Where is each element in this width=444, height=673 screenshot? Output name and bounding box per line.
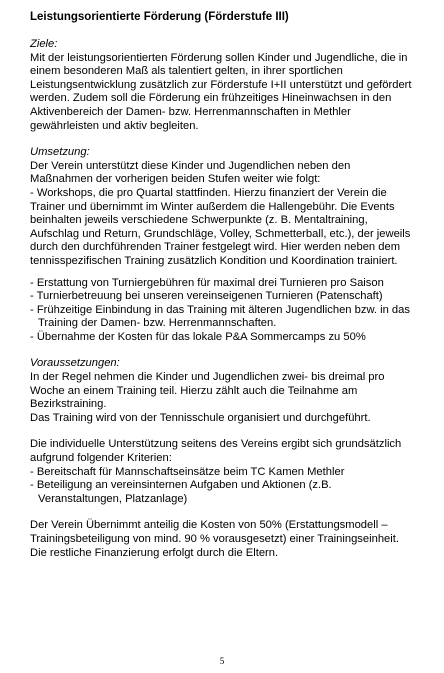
voraussetzungen-text-2: Das Training wird von der Tennisschule organisiert und durchgeführt. xyxy=(30,411,371,424)
costs-text: Der Verein Übernimmt anteilig die Kosten von 50% (Erstattungsmodell – Trainingsbeteiligung von mind. 90 % vorausgesetzt) einer Trainingseinheit. Die restliche Finanzierung erfolgt durch die Eltern. xyxy=(30,519,399,559)
umsetzung-workshop-item: - Workshops, die pro Quartal stattfinden. Hierzu finanziert der Verein die Trainer und übernimmt im Winter außerdem die Hallengebühr. Die Events beinhalten jeweils verschiedene Schwerpunkte (z. B. Mentaltraining, Aufschlag und Return, Grundschläge, Volley, Schmetterball, etc.), der jeweils durch den durchführenden Trainer festgelegt wird. Hier werden neben dem tennisspezifischen Training zusätzlich Kondition und Koordination trainiert. xyxy=(30,186,411,267)
page-number: 5 xyxy=(219,656,225,666)
umsetzung-intro: Der Verein unterstützt diese Kinder und Jugendlichen neben den Maßnahmen der vorherigen beiden Stufen weiter wie folgt: xyxy=(30,159,351,186)
list-item: - Erstattung von Turniergebühren für maximal drei Turnieren pro Saison xyxy=(30,276,384,289)
list-item: - Turnierbetreuung bei unseren vereinseigenen Turnieren (Patenschaft) xyxy=(30,290,383,303)
spacer xyxy=(30,269,414,277)
document-page xyxy=(30,10,414,573)
section-costs xyxy=(30,519,414,560)
section-umsetzung xyxy=(30,146,414,344)
criteria-list xyxy=(30,466,414,507)
section-criteria xyxy=(30,438,414,506)
section-ziele xyxy=(30,38,414,133)
list-item: - Frühzeitige Einbindung in das Training mit älteren Jugendlichen bzw. in das Training der Damen- bzw. Herrenmannschaften. xyxy=(30,303,410,330)
list-item: - Übernahme der Kosten für das lokale P&A Sommercamps zu 50% xyxy=(30,330,366,343)
section-heading-ziele: Ziele: xyxy=(30,38,58,50)
list-item: - Beteiligung an vereinsinternen Aufgaben und Aktionen (z.B. Veranstaltungen, Platzanlage) xyxy=(30,479,332,505)
page-title: Leistungsorientierte Förderung (Förderstufe III) xyxy=(30,11,289,23)
umsetzung-list xyxy=(30,277,414,345)
voraussetzungen-text-1: In der Regel nehmen die Kinder und Jugendlichen zwei- bis dreimal pro Woche an einem Training teil. Hierzu zählt auch die Teilnahme am Bezirkstraining. xyxy=(30,371,385,411)
criteria-intro: Die individuelle Unterstützung seitens des Vereins ergibt sich grundsätzlich aufgrund folgender Kriterien: xyxy=(30,438,402,465)
list-item: - Bereitschaft für Mannschaftseinsätze beim TC Kamen Methler xyxy=(30,465,345,478)
section-heading-umsetzung: Umsetzung: xyxy=(30,146,90,159)
section-voraussetzungen xyxy=(30,357,414,425)
section-heading-voraussetzungen: Voraussetzungen: xyxy=(30,357,120,370)
ziele-text: Mit der leistungsorientierten Förderung sollen Kinder und Jugendliche, die in einem besonderen Maß als talentiert gelten, in ihrer sportlichen Leistungsentwicklung zusätzlich zur Förderstufe I+II unterstützt und gefördert werden. Zudem soll die Förderung ein frühzeitiges Hineinwachsen in den Aktivenbereich der Damen- bzw. Herrenmannschaften in Methler gewährleisten und aktiv begleiten. xyxy=(30,51,412,132)
